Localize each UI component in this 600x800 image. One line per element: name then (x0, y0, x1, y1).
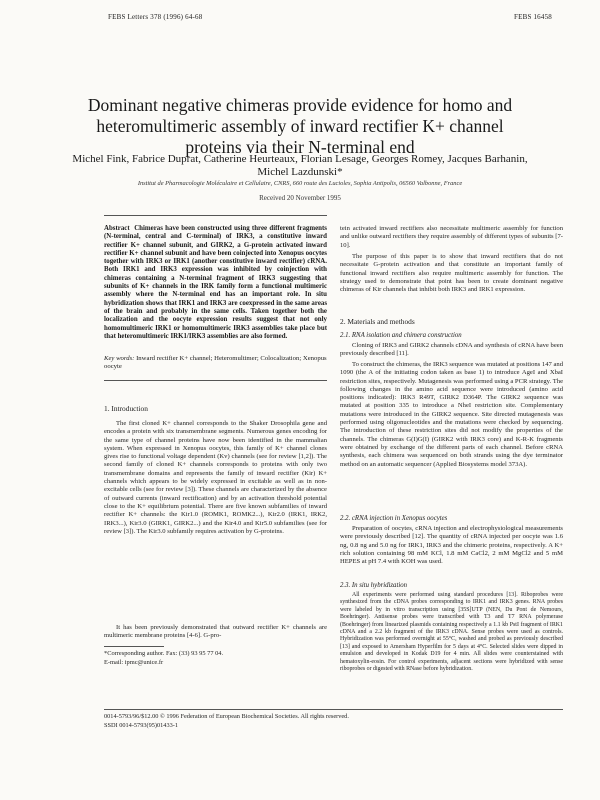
footnote-rule (104, 646, 164, 647)
journal-header: FEBS Letters 378 (1996) 64-68 (108, 13, 203, 21)
col2-paragraph-2: The purpose of this paper is to show that inward rectifiers that do not necessitate G-protein activation and that constitute an important family of functional inward rectifiers also require multimeric assembly for function. The strategy used to demonstrate that point has been to create dominant negative chimeras of Kir channels that inhibit both IRK3 and IRK1 expression. (340, 253, 563, 294)
abstract-bottom-rule (104, 380, 327, 381)
copyright-rule (104, 709, 563, 710)
abstract-text: Chimeras have been constructed using three different fragments (N-terminal, central and C-terminal) of IRK3, a constitutive inward rectifier K+ channel subunit, and GIRK2, a G-protein activated inward rectifier K+ channel subunit and have been coinjected into Xenopus oocytes together with IRK3 or IRK1 (another constitutive inward rectifier) cRNA. Both IRK1 and IRK3 expression was inhibited by coinjection with chimeras containing a N-terminal fragment of IRK3 suggesting that subunits of K+ channels in the IRK family form a functional multimeric assembly where the N-terminal end has an important role. In situ hybridization shows that IRK1 and IRK3 are coexpressed in the same areas of the brain and probably in the same cells. Taken together both the localization and the oocyte expression results suggest that not only homomultimeric IRK1 or homomultimeric IRK3 assemblies take place but that heteromultimeric IRK1/IRK3 assemblies are also formed. (104, 225, 327, 340)
col2-paragraph-1: tein activated inward rectifiers also necessitate multimeric assembly for function and unlike outward rectifiers they require assembly of different types of subunits [7-10]. (340, 225, 563, 249)
keywords (104, 355, 327, 371)
ssdi-line: SSDI 0014-5793(95)01433-1 (104, 722, 178, 729)
copyright-line: 0014-5793/96/$12.00 © 1996 Federation of European Biochemical Societies. All rights reserved. (104, 713, 349, 720)
email: E-mail: ipmc@unice.fr (104, 659, 164, 666)
subsection-in-situ: 2.3. In situ hybridization (340, 582, 408, 589)
author-list: Michel Fink, Fabrice Duprat, Catherine Heurteaux, Florian Lesage, Georges Romey, Jacques Barhanin, Michel Lazdunski* (72, 153, 528, 178)
methods-paragraph-3: Preparation of oocytes, cRNA injection and electrophysiological measurements were previously described [12]. The quantity of cRNA injected per oocyte was 1.6 ng, 0.8 ng and 5.0 ng for IRK1, IRK3 and the chimeric proteins, respectively. A K+ rich solution containing 98 mM KCl, 1.8 mM CaCl2, 2 mM MgCl2 and 5 mM HEPES at pH 7.4 with KOH was used. (340, 525, 563, 566)
methods-paragraph-2: To construct the chimeras, the IRK3 sequence was mutated at positions 147 and 1090 (the A of the initiating codon taken as base 1) to introduce AgeI and XbaI restriction sites, respectively. Mutagenesis was performed using a PCR strategy. The following changes in the amino acid sequence were introduced (amino acid positions indicated): IRK3 R49T, GIRK2 D364P. The GIRK2 sequence was mutated at position 335 to introduce a NheI restriction site. Complementary mutations were introduced in the GIRK2 sequence. Site directed mutagenesis was performed using oligonucleotides and the mutations were checked by sequencing. The introduction of these restriction sites did not modify the properties of the channels. The chimeras G(I)G(I) (GIRK2 with IRK3 core) and K-R-K fragments were obtained by exchange of the different parts of each channel. Before cRNA synthesis, each chimera was sequenced on both strands using the dye terminator method on an automatic sequencer (Applied Biosystems model 373A). (340, 361, 563, 468)
article-id: FEBS 16458 (514, 13, 552, 21)
corresponding-author: *Corresponding author. Fax: (33) 93 95 77 04. (104, 650, 224, 657)
abstract-top-rule (104, 215, 327, 216)
abstract (104, 225, 327, 341)
intro-paragraph-2: It has been previously demonstrated that outward rectifier K+ channels are multimeric membrane proteins [4-6]. G-pro- (104, 624, 327, 640)
intro-paragraph-1: The first cloned K+ channel corresponds to the Shaker Drosophila gene and encodes a protein with six transmembrane segments. Numerous genes encoding for the same type of channel proteins have now been identified in the mammalian system. When expressed in Xenopus oocytes, this family of K+ channel clones gives rise to functional voltage dependent (Kv) channels (see for review [1,2]). The second family of cloned K+ channels corresponds to proteins with only two transmembrane domains and represents the family of inward rectifier (Kir) K+ channels which appears to be widely expressed in excitable as well as in non-excitable cells (see for review [3]). These channels are characterized by the absence of outward currents (inward rectification) and by an activation threshold potential close to the K+ equilibrium potential. There are five known subfamilies of inward rectifier K+ channels: the Kir1.0 (ROMK1, ROMK2...), Kir2.0 (IRK1, IRK2, IRK3...), Kir3.0 (GIRK1, GIRK2...) and the Kir4.0 and Kir5.0 subfamilies (see for review [3]). The Kir3.0 subfamily requires activation by G-proteins. (104, 420, 327, 535)
keywords-text: Inward rectifier K+ channel; Heteromultimer; Colocalization; Xenopus oocyte (104, 355, 327, 371)
subsection-crna-injection: 2.2. cRNA injection in Xenopus oocytes (340, 515, 448, 522)
received-date: Received 20 November 1995 (259, 194, 341, 202)
keywords-label: Key words: (104, 355, 135, 362)
section-heading-introduction: 1. Introduction (104, 404, 148, 413)
affiliation: Institut de Pharmacologie Moléculaire et Cellulaire, CNRS, 660 route des Lucioles, Sophia Antipolis, 06560 Valbonne, France (137, 180, 463, 187)
subsection-rna-isolation: 2.1. RNA isolation and chimera construction (340, 332, 462, 339)
methods-paragraph-4: All experiments were performed using standard procedures [13]. Riboprobes were synthesized from the cDNA probes corresponding to IRK1 and IRK3 genes. RNA probes were labeled by in vitro transcription using [35S]UTP (NEN, Du Pont de Nemours, Boehringer). Antisense probes were transcribed with T3 and T7 RNA polymerase (Boehringer) from linearized plasmids containing respectively a 1.1 kb PstI fragment of IRK1 cDNA and a 2.2 kb fragment of the IRK3 cDNA. Sense probes were used as controls. Hybridization was performed overnight at 55°C, washed and probed as previously described [13] and exposed to Amersham Hyperfilm for 5 days at 4°C. Selected slides were dipped in emulsion and developed in Kodak D19 for 4 min. All slides were counterstained with hematoxylin-eosin. For control experiments, adjacent sections were hybridized with sense riboprobes or digested with RNase before hybridization. (340, 592, 563, 673)
paper-title: Dominant negative chimeras provide evidence for homo and heteromultimeric assembly of inward rectifier K+ channel proteins via their N-terminal end (87, 94, 513, 157)
methods-paragraph-1: Cloning of IRK3 and GIRK2 channels cDNA and synthesis of cRNA have been previously described [11]. (340, 342, 563, 358)
section-heading-methods: 2. Materials and methods (340, 317, 415, 326)
abstract-label: Abstract (104, 225, 130, 232)
